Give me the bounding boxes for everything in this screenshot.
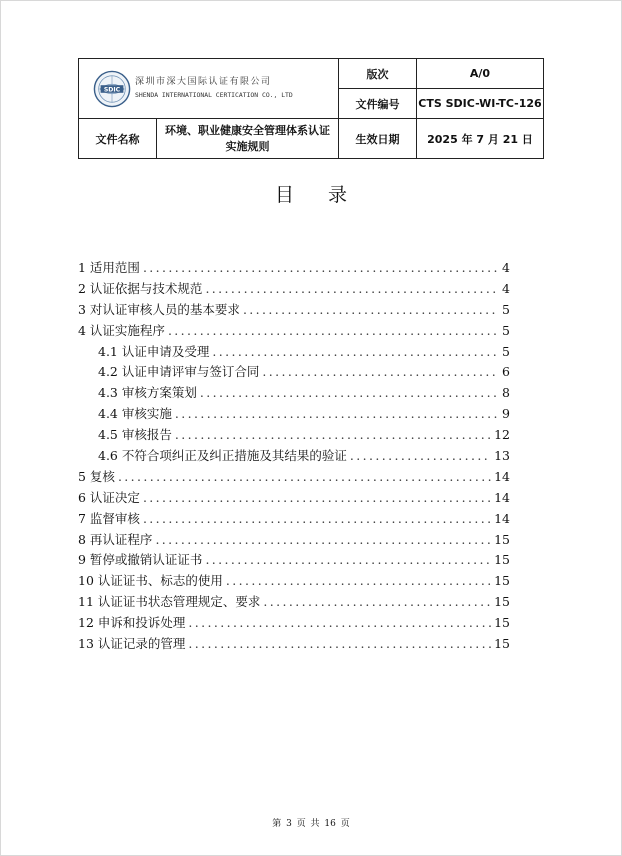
toc-leader-dots [175,406,499,421]
toc-leader-dots [226,573,491,588]
toc-entry[interactable] [78,321,510,342]
toc-entry[interactable] [78,404,510,425]
toc-entry-page: 5 [502,343,510,359]
toc-entry[interactable] [78,362,510,383]
toc-entry-page: 5 [502,301,510,317]
toc-entry-label: 7 监督审核 [78,510,140,526]
toc-leader-dots [118,469,491,484]
toc-entry-label: 9 暂停或撤销认证证书 [78,552,203,568]
toc-entry-label: 1 适用范围 [78,260,140,275]
version-value: A/0 [417,59,544,89]
toc-entry-page: 14 [494,510,510,526]
page-footer: 第 3 页 共 16 页 [272,819,350,829]
toc-entry-label: 11 认证证书状态管理规定、要求 [78,594,261,610]
toc-entry-label: 4.5 审核报告 [98,427,172,443]
toc-entry-label: 4.6 不符合项纠正及纠正措施及其结果的验证 [98,448,347,464]
toc-entry[interactable] [78,342,510,363]
docname-value: 环境、职业健康安全管理体系认证实施规则 [157,119,339,159]
toc-entry[interactable] [78,509,510,530]
effective-date-value: 2025 年 7 月 21 日 [417,119,544,159]
company-name-cn: 深圳市深大国际认证有限公司 [135,76,272,87]
toc-entry-page: 9 [502,406,510,422]
toc-entry-page: 4 [502,260,510,275]
toc-entry-label: 6 认证决定 [78,489,140,505]
docno-value: CTS SDIC-WI-TC-126 [417,89,544,119]
toc-entry-page: 12 [494,427,510,443]
toc-leader-dots [262,364,499,379]
toc-leader-dots [143,260,499,275]
toc-entry[interactable] [78,613,510,634]
docname-label: 文件名称 [79,119,157,159]
toc-entry[interactable] [78,425,510,446]
toc-leader-dots [200,385,499,400]
toc-entry-label: 2 认证依据与技术规范 [78,280,203,296]
toc-entry[interactable] [78,300,510,321]
toc-entry[interactable] [78,530,510,551]
toc-entry-page: 13 [494,448,510,464]
toc-leader-dots [175,427,491,442]
toc-entry[interactable] [78,279,510,300]
toc-leader-dots [205,281,499,296]
company-name-en: SHENDA INTERNATIONAL CERTICATION CO., LTD [135,90,293,99]
toc-entry-label: 8 再认证程序 [78,531,153,547]
toc-leader-dots [205,552,491,567]
toc-leader-dots [143,511,491,526]
docno-label: 文件编号 [339,89,417,119]
toc-entry[interactable] [78,550,510,571]
document-header-table [78,58,544,159]
toc-entry-page: 4 [502,280,510,296]
toc-entry-page: 8 [502,385,510,401]
toc-entry[interactable] [78,446,510,467]
toc-entry-page: 15 [494,573,510,589]
toc-entry[interactable] [78,634,510,655]
toc-entry-page: 14 [494,468,510,484]
toc-entry[interactable] [78,383,510,404]
toc-leader-dots [168,323,499,338]
toc-leader-dots [243,302,499,317]
toc-entry[interactable] [78,571,510,592]
toc-leader-dots [263,594,491,609]
effective-date-label: 生效日期 [339,119,417,159]
toc-entry[interactable] [78,467,510,488]
svg-text:SDIC: SDIC [103,85,121,93]
version-label: 版次 [339,59,417,89]
toc-leader-dots [188,636,491,651]
toc-entry-label: 4.4 审核实施 [98,406,172,422]
table-of-contents [78,258,510,655]
toc-entry-page: 15 [494,615,510,631]
toc-leader-dots [188,615,491,630]
toc-entry[interactable] [78,258,510,279]
toc-entry-label: 4.1 认证申请及受理 [98,343,210,359]
toc-entry-page: 15 [494,636,510,652]
toc-entry-page: 15 [494,552,510,568]
company-logo-icon [93,70,131,108]
toc-entry-label: 10 认证证书、标志的使用 [78,573,223,589]
toc-entry-page: 15 [494,594,510,610]
toc-entry-page: 6 [502,364,510,380]
toc-entry-label: 4 认证实施程序 [78,322,165,338]
toc-entry-page: 5 [502,322,510,338]
toc-leader-dots [212,344,499,359]
page-title: 目 录 [274,184,362,206]
toc-entry-label: 12 申诉和投诉处理 [78,615,186,631]
toc-entry[interactable] [78,592,510,613]
toc-entry-label: 4.3 审核方案策划 [98,385,197,401]
toc-entry[interactable] [78,488,510,509]
toc-entry-label: 4.2 认证申请评审与签订合同 [98,364,260,380]
toc-entry-page: 15 [494,531,510,547]
toc-leader-dots [155,532,491,547]
toc-leader-dots [143,490,491,505]
toc-entry-label: 13 认证记录的管理 [78,636,186,652]
company-logo-cell [79,59,339,119]
toc-entry-page: 14 [494,489,510,505]
toc-entry-label: 3 对认证审核人员的基本要求 [78,301,240,317]
toc-leader-dots [350,448,491,463]
toc-entry-label: 5 复核 [78,468,115,484]
